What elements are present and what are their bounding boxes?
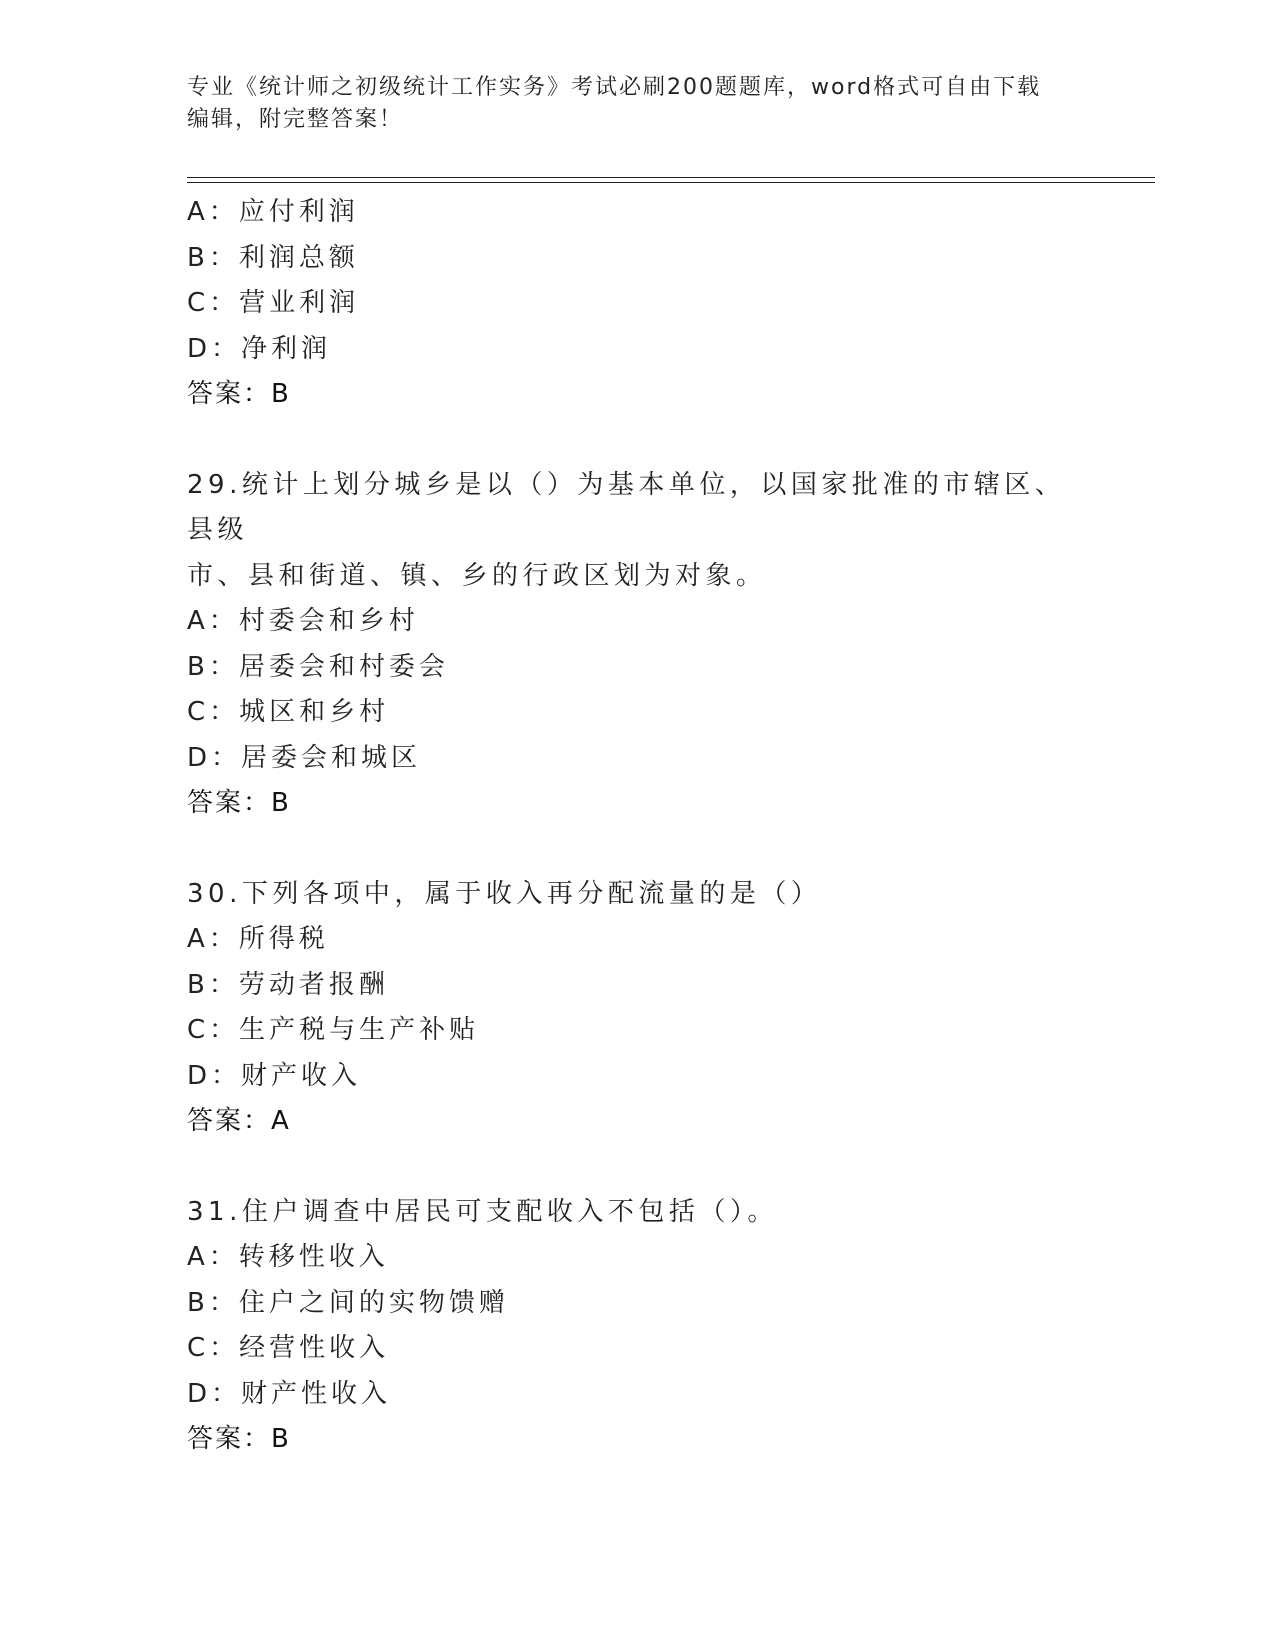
answer-line: 答案：B: [187, 788, 291, 818]
option-d: D：财产性收入: [187, 1378, 392, 1409]
question-block-28: [187, 190, 1137, 418]
answer-line: 答案：B: [187, 379, 291, 409]
option-d: D：居委会和城区: [187, 742, 422, 773]
option-b: B：住户之间的实物馈赠: [187, 1287, 509, 1318]
question-text-line-1: 31.住户调查中居民可支配收入不包括（）。: [187, 1196, 778, 1227]
option-b: B：居委会和村委会: [187, 651, 449, 682]
header-line-1: 专业《统计师之初级统计工作实务》考试必刷200题题库，word格式可自由下载: [187, 75, 1042, 100]
option-c: C：经营性收入: [187, 1333, 390, 1363]
option-b: B：利润总额: [187, 242, 359, 273]
block-spacer: [187, 827, 1137, 872]
option-d: D：财产收入: [187, 1060, 362, 1091]
question-block-31: [187, 1190, 1137, 1463]
option-a: A：应付利润: [187, 197, 359, 227]
question-text-line-1: 29.统计上划分城乡是以（）为基本单位，以国家批准的市辖区、县级: [187, 469, 1066, 545]
question-text-line-2: 市、县和街道、镇、乡的行政区划为对象。: [187, 560, 767, 591]
option-c: C：城区和乡村: [187, 697, 390, 727]
question-block-29: [187, 463, 1137, 827]
header-divider-bottom: [187, 182, 1155, 183]
question-block-30: [187, 872, 1137, 1145]
option-a: A：转移性收入: [187, 1242, 389, 1272]
question-list: [187, 190, 1137, 1463]
answer-line: 答案：A: [187, 1106, 291, 1136]
option-d: D：净利润: [187, 333, 332, 364]
question-text-line-1: 30.下列各项中，属于收入再分配流量的是（）: [187, 878, 822, 909]
document-header: [187, 72, 1087, 136]
option-b: B：劳动者报酬: [187, 969, 389, 1000]
option-a: A：村委会和乡村: [187, 606, 419, 636]
option-c: C：营业利润: [187, 288, 360, 318]
option-c: C：生产税与生产补贴: [187, 1015, 480, 1045]
block-spacer: [187, 418, 1137, 463]
answer-line: 答案：B: [187, 1424, 291, 1454]
header-line-2: 编辑，附完整答案！: [187, 107, 404, 132]
block-spacer: [187, 1145, 1137, 1190]
option-a: A：所得税: [187, 924, 329, 954]
header-divider-top: [187, 177, 1155, 178]
